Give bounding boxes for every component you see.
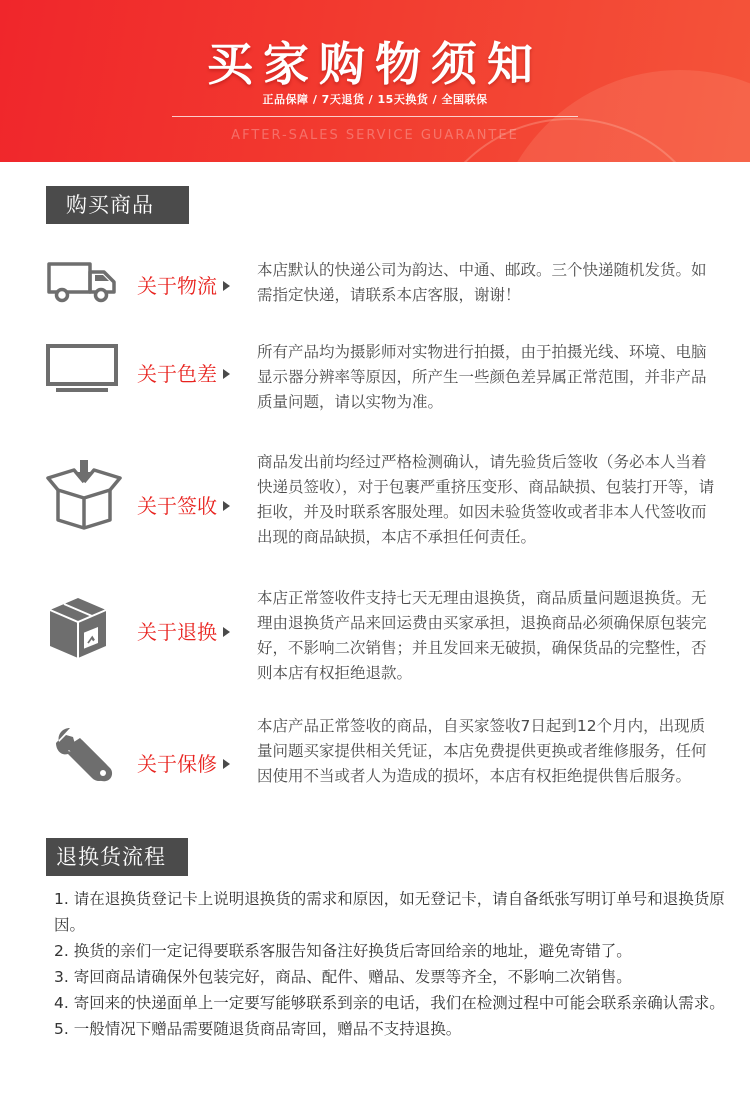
label-receipt <box>137 490 230 519</box>
process-step: 4. 寄回来的快递面单上一定要写能够联系到亲的电话，我们在检测过程中可能会联系亲确认需求。 <box>54 994 725 1012</box>
label-return-text: 关于退换 <box>137 620 217 644</box>
monitor-icon <box>46 344 118 398</box>
process-step: 3. 寄回商品请确保外包装完好，商品、配件、赠品、发票等齐全，不影响二次销售。 <box>54 968 632 986</box>
label-color-text: 关于色差 <box>137 362 217 386</box>
wrench-icon <box>56 726 114 788</box>
label-receipt-text: 关于签收 <box>137 494 217 518</box>
banner-title: 买家购物须知 <box>207 37 543 91</box>
desc-warranty: 本店产品正常签收的商品，自买家签收7日起到12个月内，出现质量问题买家提供相关凭证，本店免费提供更换或者维修服务，任何因使用不当或者人为造成的损坏，本店有权拒绝提供售后服务。 <box>257 717 707 785</box>
section-header-process: 退换货流程 <box>46 838 188 876</box>
label-logistics <box>137 270 230 299</box>
process-steps-list <box>54 886 726 1042</box>
label-logistics-text: 关于物流 <box>137 274 217 298</box>
label-warranty-text: 关于保修 <box>137 752 217 776</box>
process-step: 2. 换货的亲们一定记得要联系客服告知备注好换货后寄回给亲的地址，避免寄错了。 <box>54 942 632 960</box>
banner <box>0 0 750 162</box>
arrow-right-icon <box>223 759 230 769</box>
process-step: 5. 一般情况下赠品需要随退货商品寄回，赠品不支持退换。 <box>54 1020 462 1038</box>
return-box-icon <box>46 594 110 666</box>
arrow-right-icon <box>223 627 230 637</box>
section-header-buy: 购买商品 <box>46 186 189 224</box>
desc-logistics: 本店默认的快递公司为韵达、中通、邮政。三个快递随机发货。如需指定快递，请联系本店客服，谢谢！ <box>257 261 707 304</box>
label-return <box>137 616 230 645</box>
delivery-truck-icon <box>46 260 118 308</box>
label-color <box>137 358 230 387</box>
arrow-right-icon <box>223 281 230 291</box>
desc-return: 本店正常签收件支持七天无理由退换货，商品质量问题退换货。无理由退换货产品来回运费由买家承担，退换商品必须确保原包装完好，不影响二次销售；并且发回来无破损，确保货品的完整性，否则本店有权拒绝退款。 <box>257 589 707 682</box>
label-warranty <box>137 748 230 777</box>
process-step: 1. 请在退换货登记卡上说明退换货的需求和原因，如无登记卡，请自备纸张写明订单号和退换货原因。 <box>54 890 725 934</box>
desc-receipt: 商品发出前均经过严格检测确认，请先验货后签收（务必本人当着快递员签收），对于包裹严重挤压变形、商品缺损、包装打开等，请拒收，并及时联系客服处理。如因未验货签收或者非本人代签收而出现的商品缺损，本店不承担任何责任。 <box>257 453 715 546</box>
arrow-right-icon <box>223 501 230 511</box>
banner-subtitle: 正品保障 / 7天退货 / 15天换货 / 全国联保 <box>262 93 488 106</box>
desc-color: 所有产品均为摄影师对实物进行拍摄，由于拍摄光线、环境、电脑显示器分辨率等原因，所产生一些颜色差异属正常范围，并非产品质量问题，请以实物为准。 <box>257 343 707 411</box>
banner-english: AFTER-SALES SERVICE GUARANTEE <box>231 128 519 143</box>
package-receive-icon <box>46 460 122 534</box>
banner-divider <box>172 116 578 117</box>
arrow-right-icon <box>223 369 230 379</box>
